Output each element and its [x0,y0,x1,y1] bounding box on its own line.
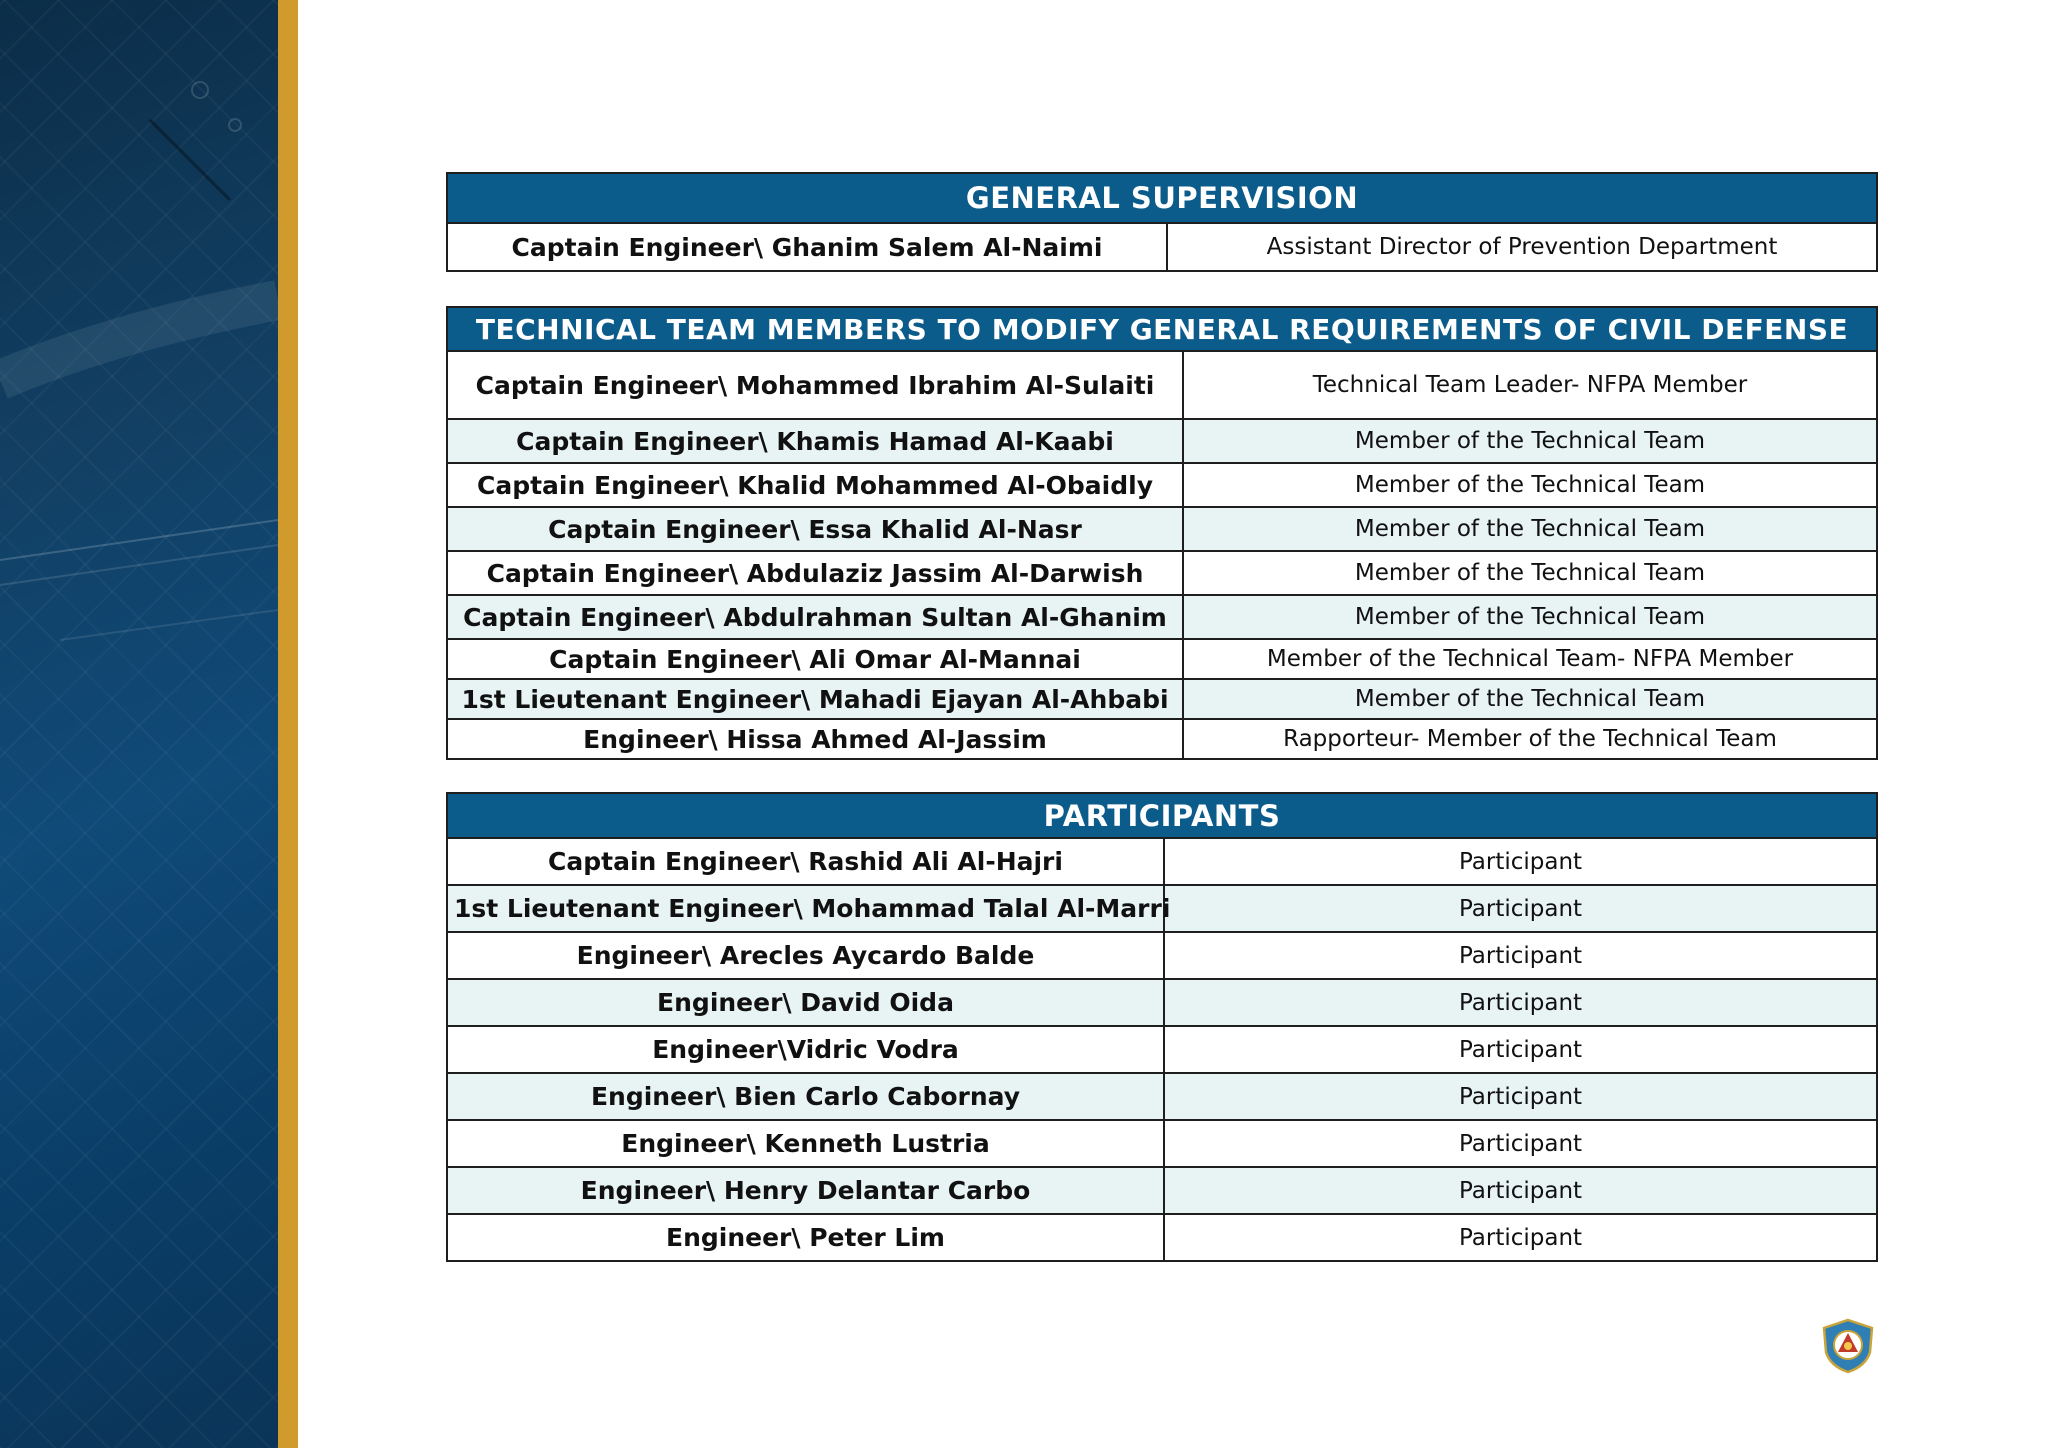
table-row [447,1167,1877,1214]
table-row [447,351,1877,419]
member-role: Participant [1164,979,1877,1026]
table-row [447,679,1877,719]
civil-defense-emblem-icon [1820,1318,1876,1374]
member-name: Captain Engineer\ Ghanim Salem Al-Naimi [447,223,1167,271]
member-role: Participant [1164,838,1877,885]
participants-header: PARTICIPANTS [447,793,1877,838]
table-row [447,595,1877,639]
member-role: Member of the Technical Team- NFPA Member [1183,639,1877,679]
table-row [447,885,1877,932]
member-role: Member of the Technical Team [1183,463,1877,507]
member-role: Member of the Technical Team [1183,679,1877,719]
table-row [447,1073,1877,1120]
member-role: Participant [1164,1167,1877,1214]
member-name: Captain Engineer\ Ali Omar Al-Mannai [447,639,1183,679]
table-row [447,463,1877,507]
member-role: Participant [1164,1214,1877,1261]
member-name: Captain Engineer\ Khamis Hamad Al-Kaabi [447,419,1183,463]
member-name: Captain Engineer\ Khalid Mohammed Al-Obaidly [447,463,1183,507]
member-name: Engineer\ Arecles Aycardo Balde [447,932,1164,979]
table-row [447,551,1877,595]
table-row [447,639,1877,679]
decorative-side-panel [0,0,278,1448]
general-supervision-header: GENERAL SUPERVISION [447,173,1877,223]
member-name: Engineer\ Henry Delantar Carbo [447,1167,1164,1214]
table-row [447,979,1877,1026]
member-name: Engineer\ David Oida [447,979,1164,1026]
gold-accent-bar [278,0,298,1448]
member-role: Participant [1164,1073,1877,1120]
participants-table [446,792,1878,1262]
technical-team-table [446,306,1878,760]
member-name: Captain Engineer\ Abdulrahman Sultan Al-Ghanim [447,595,1183,639]
table-row [447,1214,1877,1261]
member-name: Captain Engineer\ Essa Khalid Al-Nasr [447,507,1183,551]
member-role: Member of the Technical Team [1183,551,1877,595]
member-name: 1st Lieutenant Engineer\ Mahadi Ejayan Al-Ahbabi [447,679,1183,719]
member-name: Engineer\ Kenneth Lustria [447,1120,1164,1167]
member-role: Assistant Director of Prevention Department [1167,223,1877,271]
member-name: 1st Lieutenant Engineer\ Mohammad Talal Al-Marri [447,885,1164,932]
table-row [447,1026,1877,1073]
member-role: Technical Team Leader- NFPA Member [1183,351,1877,419]
member-name: Captain Engineer\ Mohammed Ibrahim Al-Sulaiti [447,351,1183,419]
table-row [447,1120,1877,1167]
member-name: Engineer\ Bien Carlo Cabornay [447,1073,1164,1120]
member-role: Member of the Technical Team [1183,419,1877,463]
general-supervision-table [446,172,1878,272]
member-role: Participant [1164,885,1877,932]
member-role: Participant [1164,932,1877,979]
table-row [447,419,1877,463]
table-row [447,719,1877,759]
member-name: Captain Engineer\ Rashid Ali Al-Hajri [447,838,1164,885]
table-row [447,932,1877,979]
member-role: Participant [1164,1120,1877,1167]
member-name: Engineer\ Peter Lim [447,1214,1164,1261]
member-name: Captain Engineer\ Abdulaziz Jassim Al-Darwish [447,551,1183,595]
table-row [447,838,1877,885]
member-name: Engineer\ Hissa Ahmed Al-Jassim [447,719,1183,759]
member-role: Member of the Technical Team [1183,595,1877,639]
table-row [447,507,1877,551]
table-row [447,223,1877,271]
member-role: Rapporteur- Member of the Technical Team [1183,719,1877,759]
blueprint-decoration [0,0,278,1448]
technical-team-header: TECHNICAL TEAM MEMBERS TO MODIFY GENERAL REQUIREMENTS OF CIVIL DEFENSE [447,307,1877,351]
member-name: Engineer\Vidric Vodra [447,1026,1164,1073]
member-role: Participant [1164,1026,1877,1073]
member-role: Member of the Technical Team [1183,507,1877,551]
